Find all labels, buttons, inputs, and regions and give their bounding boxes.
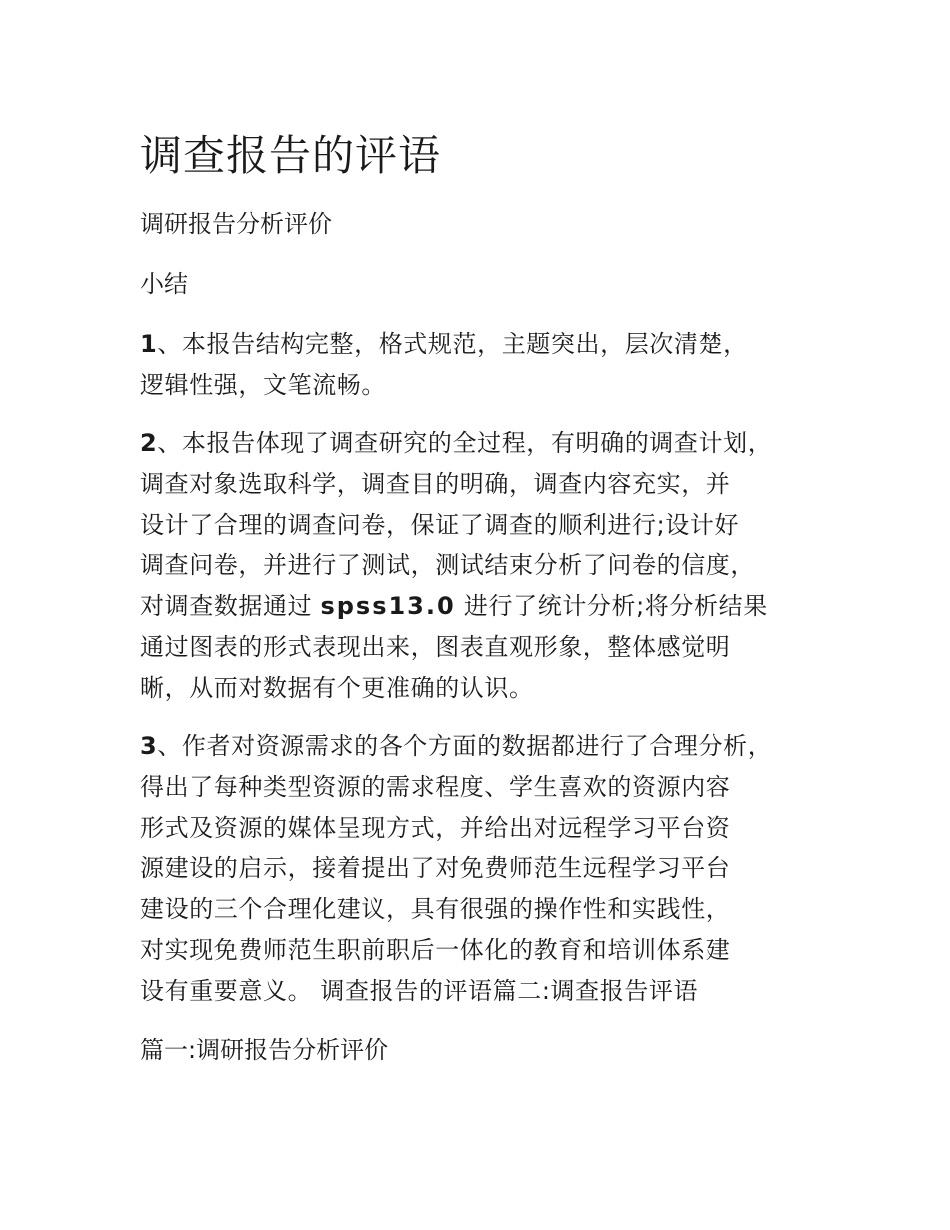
line-text: 进行了统计分析;将分析结果 [463, 592, 768, 621]
summary-heading: 小结 [140, 270, 188, 298]
line-text: 、本报告体现了调查研究的全过程，有明确的调查计划， [157, 429, 773, 457]
page-title: 调查报告的评语 [140, 131, 442, 180]
line-text: 、本报告结构完整，格式规范，主题突出，层次清楚， [157, 330, 748, 358]
line-text: 对调查数据通过 [140, 592, 313, 621]
item-number: 2 [140, 429, 158, 457]
item-number: 1 [140, 330, 158, 358]
paragraph-item-3 [140, 726, 840, 1012]
paragraph-line: 源建设的启示，接着提出了对免费师范生远程学习平台 [140, 854, 731, 883]
paragraph-line: 设计了合理的调查问卷，保证了调查的顺利进行;设计好 [140, 510, 740, 539]
paragraph-line: 晰，从而对数据有个更准确的认识。 [140, 673, 534, 702]
paragraph-line: 形式及资源的媒体呈现方式，并给出对远程学习平台资 [140, 813, 731, 842]
paragraph-line: 建设的三个合理化建议，具有很强的操作性和实践性， [140, 895, 731, 924]
section-label: 篇一:调研报告分析评价 [140, 1036, 389, 1064]
paragraph-line: 得出了每种类型资源的需求程度、学生喜欢的资源内容 [140, 772, 731, 801]
paragraph-item-2 [140, 423, 840, 709]
paragraph-line [140, 586, 840, 627]
paragraph-line: 调查对象选取科学，调查目的明确，调查内容充实，并 [140, 469, 731, 498]
software-name: spss13.0 [320, 592, 456, 621]
paragraph-line [140, 324, 840, 365]
paragraph-line [140, 726, 840, 767]
subtitle: 调研报告分析评价 [140, 210, 332, 238]
line-text: 、作者对资源需求的各个方面的数据都进行了合理分析， [157, 732, 773, 760]
paragraph-item-1 [140, 324, 840, 406]
paragraph-line: 通过图表的形式表现出来，图表直观形象，整体感觉明 [140, 632, 731, 661]
paragraph-line: 对实现免费师范生职前职后一体化的教育和培训体系建 [140, 935, 731, 964]
paragraph-line: 逻辑性强，文笔流畅。 [140, 370, 386, 399]
item-number: 3 [140, 732, 158, 760]
paragraph-line: 设有重要意义。 调查报告的评语篇二:调查报告评语 [140, 976, 699, 1005]
paragraph-line: 调查问卷，并进行了测试，测试结束分析了问卷的信度， [140, 551, 755, 580]
paragraph-line [140, 423, 840, 464]
